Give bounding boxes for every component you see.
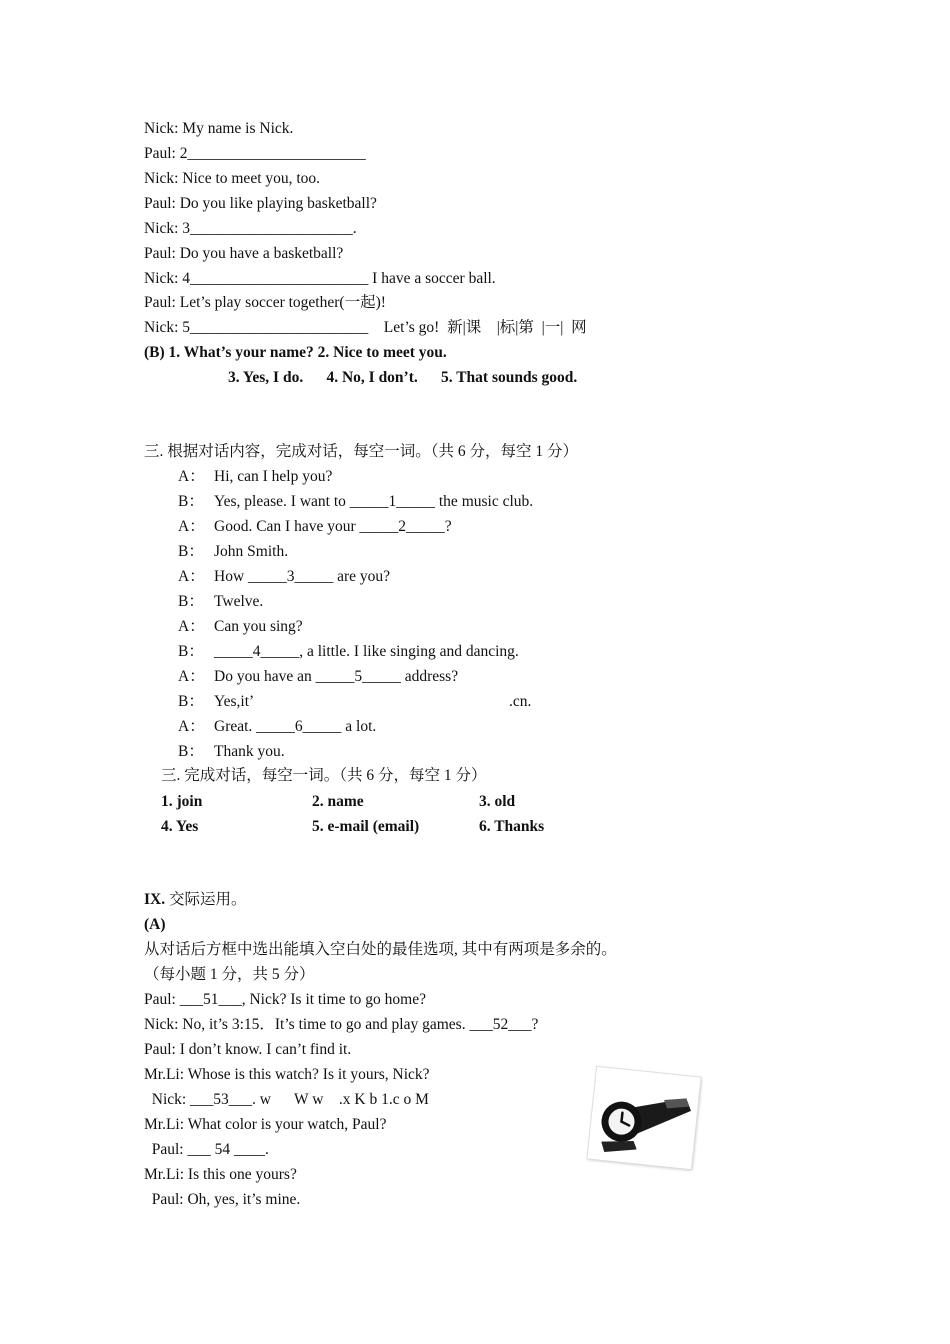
dialog-speaker: B： — [178, 693, 204, 710]
dialog-line: Nick: No, it’s 3:15．It’s time to go and play games. ___52___? — [144, 1016, 539, 1033]
dialog-line: Nick: Nice to meet you, too. — [144, 170, 321, 187]
dialog-line: Paul: Let’s play soccer together(一起)! — [144, 294, 386, 311]
section3-heading-prefix: 三 — [144, 443, 160, 460]
answers-b-line1: (B) 1. What’s your name? 2. Nice to meet you. — [144, 344, 447, 361]
dialog-line: Nick: 4_______________________ I have a soccer ball. — [144, 270, 496, 287]
section9-heading-text: 交际运用。 — [165, 891, 247, 908]
answer-item: 5. e-mail (email) — [312, 818, 420, 835]
answer-item: 3. old — [479, 793, 516, 810]
answer-item: 1. join — [161, 793, 203, 810]
answer-item: 2. name — [312, 793, 364, 810]
section3-answer-heading: 三. 完成对话，每空一词。（共 6 分，每空 1 分） — [161, 767, 487, 784]
dialog-text: Yes, please. I want to _____1_____ the music club. — [214, 493, 534, 510]
section9-instruction: （每小题 1 分，共 5 分） — [144, 966, 315, 983]
dialog-text: Yes,it’ — [214, 693, 255, 710]
answer-item: 6. Thanks — [479, 818, 545, 835]
dialog-line: Paul: ___ 54 ____. — [144, 1141, 269, 1158]
dialog-text: Good. Can I have your _____2_____? — [214, 518, 452, 535]
dialog-line: Paul: I don’t know. I can’t find it. — [144, 1041, 352, 1058]
section9-instruction: 从对话后方框中选出能填入空白处的最佳选项, 其中有两项是多余的。 — [144, 941, 617, 958]
dialog-speaker: B： — [178, 743, 204, 760]
dialog-speaker: A： — [178, 568, 205, 585]
watch-picture — [587, 1067, 700, 1169]
dialog-line: Paul: Do you like playing basketball? — [144, 195, 377, 212]
dialog-text: _____4_____, a little. I like singing and dancing. — [214, 643, 519, 660]
dialog-line: Nick: ___53___. w W w .x K b 1.c o M — [144, 1091, 429, 1108]
dialog-text: Do you have an _____5_____ address? — [214, 668, 459, 685]
section9-heading — [144, 890, 247, 910]
dialog-speaker: A： — [178, 668, 205, 685]
answer-item: 4. Yes — [161, 818, 199, 835]
section3-heading-text: . 根据对话内容，完成对话，每空一词。（共 6 分，每空 1 分） — [159, 443, 579, 460]
dialog-text: Great. _____6_____ a lot. — [214, 718, 377, 735]
section9-heading-prefix: IX. — [144, 891, 166, 908]
section9-part: (A) — [144, 916, 166, 933]
dialog-text: Can you sing? — [214, 618, 303, 635]
section3-heading — [144, 442, 578, 462]
dialog-text: How _____3_____ are you? — [214, 568, 391, 585]
dialog-line: Nick: My name is Nick. — [144, 120, 294, 137]
dialog-speaker: B： — [178, 543, 204, 560]
watch-icon — [587, 1067, 700, 1169]
dialog-speaker: A： — [178, 468, 205, 485]
dialog-text: Thank you. — [214, 743, 285, 760]
dialog-line: Nick: 3_____________________. — [144, 220, 357, 237]
dialog-speaker: A： — [178, 718, 205, 735]
dialog-line: Paul: Oh, yes, it’s mine. — [144, 1191, 301, 1208]
answers-b-line2: 3. Yes, I do. 4. No, I don’t. 5. That sounds good. — [228, 369, 578, 386]
dialog-line: Mr.Li: What color is your watch, Paul? — [144, 1116, 387, 1133]
dialog-line: Mr.Li: Is this one yours? — [144, 1166, 297, 1183]
dialog-line: Nick: 5_______________________ Let’s go! 新|课 |标|第 |一| 网 — [144, 319, 587, 336]
dialog-text: John Smith. — [214, 543, 289, 560]
dialog-speaker: B： — [178, 643, 204, 660]
dialog-speaker: A： — [178, 518, 205, 535]
dialog-speaker: A： — [178, 618, 205, 635]
dialog-line: Mr.Li: Whose is this watch? Is it yours, Nick? — [144, 1066, 430, 1083]
dialog-line: Paul: Do you have a basketball? — [144, 245, 344, 262]
dialog-text-tail: .cn. — [509, 693, 532, 710]
dialog-line: Paul: 2_______________________ — [144, 145, 366, 162]
dialog-speaker: B： — [178, 593, 204, 610]
dialog-speaker: B： — [178, 493, 204, 510]
dialog-line: Paul: ___51___, Nick? Is it time to go home? — [144, 991, 426, 1008]
dialog-text: Hi, can I help you? — [214, 468, 333, 485]
dialog-text: Twelve. — [214, 593, 264, 610]
